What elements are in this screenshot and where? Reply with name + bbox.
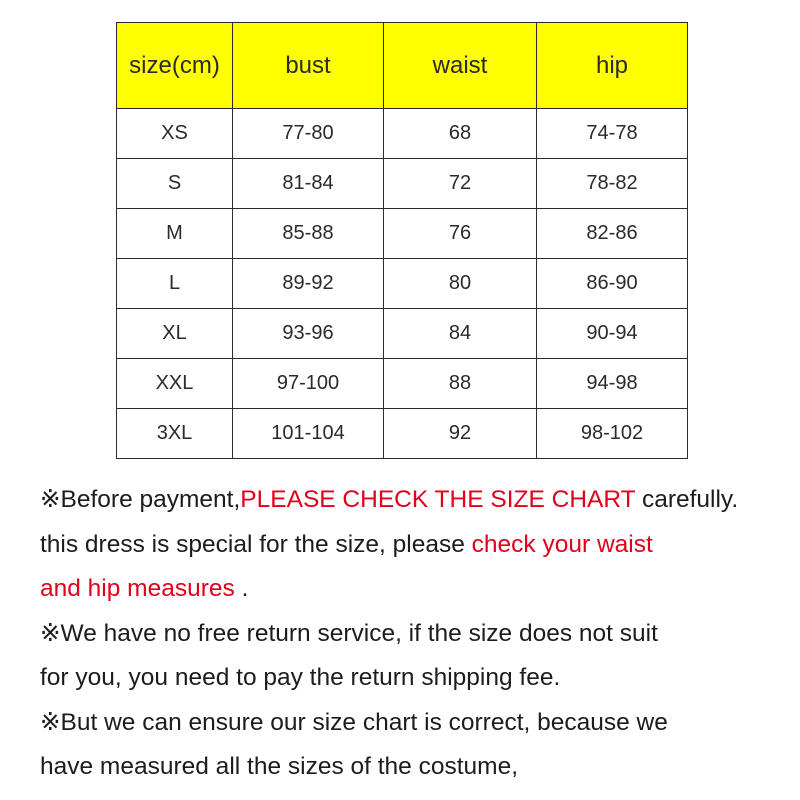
header-hip: hip	[537, 23, 688, 109]
note-line-return: ※We have no free return service, if the size does not suit	[40, 619, 658, 647]
hip-cell: 78-82	[537, 159, 688, 209]
size-cell: 3XL	[117, 409, 233, 459]
bust-cell: 77-80	[233, 109, 384, 159]
hip-cell: 86-90	[537, 259, 688, 309]
bust-cell: 97-100	[233, 359, 384, 409]
size-chart-table	[116, 22, 688, 459]
bust-cell: 81-84	[233, 159, 384, 209]
waist-cell: 84	[384, 309, 537, 359]
note-measures-suffix: .	[234, 575, 249, 602]
note-hip-measures: and hip measures	[40, 575, 235, 602]
table-row	[117, 409, 688, 459]
header-waist: waist	[384, 23, 537, 109]
size-cell: XXL	[117, 359, 233, 409]
size-cell: XL	[117, 309, 233, 359]
waist-cell: 68	[384, 109, 537, 159]
note-payment-suffix: carefully.	[635, 486, 739, 513]
bust-cell: 93-96	[233, 309, 384, 359]
table-row	[117, 109, 688, 159]
waist-cell: 76	[384, 209, 537, 259]
waist-cell: 88	[384, 359, 537, 409]
header-bust: bust	[233, 23, 384, 109]
note-line-measures	[40, 567, 780, 612]
size-cell: M	[117, 209, 233, 259]
bust-cell: 101-104	[233, 409, 384, 459]
hip-cell: 82-86	[537, 209, 688, 259]
table-row	[117, 159, 688, 209]
waist-cell: 92	[384, 409, 537, 459]
note-line-ensure: ※But we can ensure our size chart is correct, because we	[40, 708, 668, 736]
waist-cell: 80	[384, 259, 537, 309]
hip-cell: 74-78	[537, 109, 688, 159]
table-row	[117, 359, 688, 409]
size-cell: L	[117, 259, 233, 309]
hip-cell: 98-102	[537, 409, 688, 459]
note-check-waist: check your waist	[471, 530, 653, 558]
note-line-payment	[40, 478, 780, 523]
note-line-measured: have measured all the sizes of the costume,	[40, 753, 519, 780]
header-size: size(cm)	[117, 23, 233, 109]
table-row	[117, 209, 688, 259]
bust-cell: 85-88	[233, 209, 384, 259]
size-cell: XS	[117, 109, 233, 159]
table-row	[117, 259, 688, 309]
hip-cell: 94-98	[537, 359, 688, 409]
size-notes	[40, 478, 780, 790]
note-line-shipping-fee: for you, you need to pay the return shipping fee.	[40, 664, 561, 691]
waist-cell: 72	[384, 159, 537, 209]
note-special-prefix: this dress is special for the size, please	[40, 530, 472, 558]
note-check-size-chart: PLEASE CHECK THE SIZE CHART	[240, 486, 636, 513]
table-header-row	[117, 23, 688, 109]
table-row	[117, 309, 688, 359]
hip-cell: 90-94	[537, 309, 688, 359]
note-payment-prefix: ※Before payment,	[40, 486, 241, 513]
bust-cell: 89-92	[233, 259, 384, 309]
size-cell: S	[117, 159, 233, 209]
note-line-special	[40, 523, 780, 568]
